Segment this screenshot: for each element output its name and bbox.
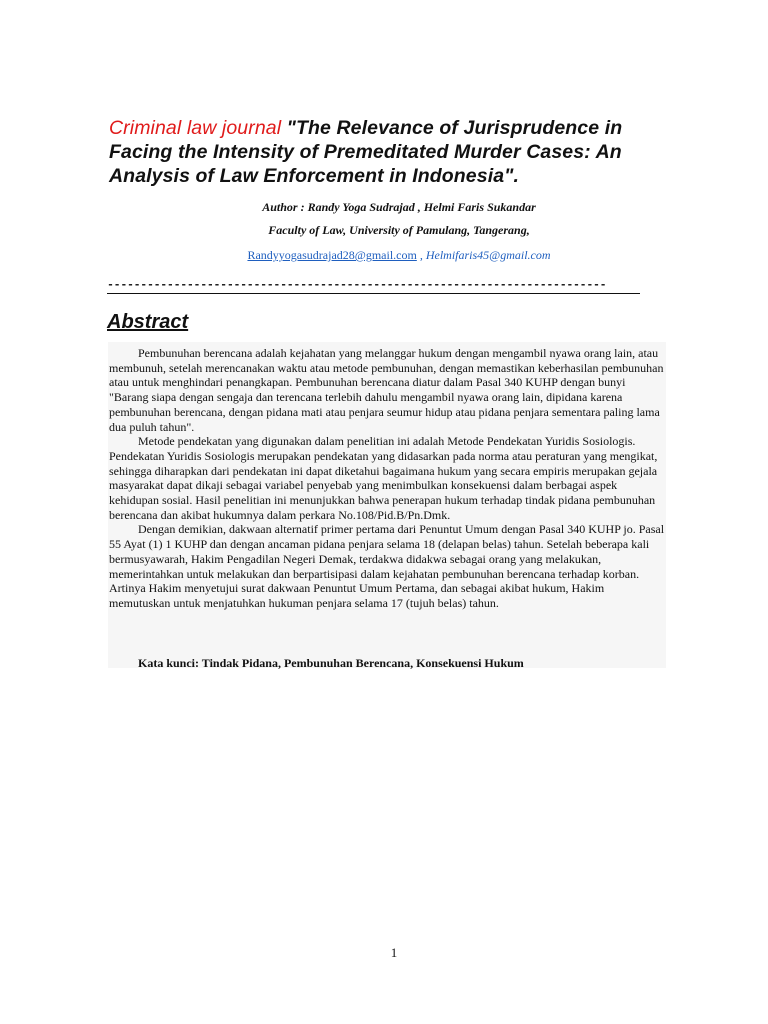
abstract-body xyxy=(109,346,665,611)
faculty-line: Faculty of Law, University of Pamulang, Tangerang, xyxy=(268,223,530,237)
horizontal-rule xyxy=(107,293,640,294)
paper-title-text: "The Relevance of Jurisprudence in Facing the Intensity of Premeditated Murder Cases: An Analysis of Law Enforcement in Indonesia". xyxy=(109,117,623,187)
paper-title xyxy=(109,116,689,188)
email-link-1[interactable]: Randyyogasudrajad28@gmail.com xyxy=(247,248,417,262)
author-line: Author : Randy Yoga Sudrajad , Helmi Faris Sukandar xyxy=(262,200,536,214)
email-link-2[interactable]: Helmifaris45@gmail.com xyxy=(425,248,551,262)
abstract-paragraph: Pembunuhan berencana adalah kejahatan yang melanggar hukum dengan mengambil nyawa orang lain, atau membunuh, setelah merencanakan waktu atau metode pembunuhan, dengan memastikan keberhasilan pembunuhan atau untuk menghindari penangkapan. Pembunuhan berencana diatur dalam Pasal 340 KUHP dengan bunyi "Barang siapa dengan sengaja dan terencana terlebih dahulu mengambil nyawa orang lain, dipidana karena pembunuhan berencana, dengan pidana mati atau penjara seumur hidup atau pidana penjara sementara paling lama dua puluh tahun". xyxy=(109,346,664,434)
email-separator: , xyxy=(416,248,426,262)
abstract-heading: Abstract xyxy=(107,311,189,333)
abstract-paragraph: Dengan demikian, dakwaan alternatif primer pertama dari Penuntut Umum dengan Pasal 340 KUHP jo. Pasal 55 Ayat (1) 1 KUHP dan dengan ancaman pidana penjara selama 18 (delapan belas) tahun. Setelah beberapa kali bermusyawarah, Hakim Pengadilan Negeri Demak, terdakwa didakwa sebagai orang yang melakukan, memerintahkan untuk melakukan dan berpartisipasi dalam kejahatan pembunuhan berencana terhadap korban. Artinya Hakim menyetujui surat dakwaan Penuntut Umum Pertama, dan sebagai akibat hukum, Hakim memutuskan untuk menjatuhkan hukuman penjara selama 17 (tujuh belas) tahun. xyxy=(109,522,665,610)
keywords: Kata kunci: Tindak Pidana, Pembunuhan Berencana, Konsekuensi Hukum xyxy=(138,656,524,670)
page-number: 1 xyxy=(390,945,398,960)
email-line xyxy=(109,247,689,263)
journal-name: Criminal law journal xyxy=(109,117,282,139)
abstract-paragraph: Metode pendekatan yang digunakan dalam penelitian ini adalah Metode Pendekatan Yuridis Sosiologis. Pendekatan Yuridis Sosiologis merupakan pendekatan yang didasarkan pada norma atau peraturan yang mengikat, sehingga diharapkan dari pendekatan ini dapat diketahui bagaimana hukum yang secara empiris merupakan gejala masyarakat dapat dikaji sebagai variabel penyebab yang menimbulkan konsekuensi dalam berbagai aspek kehidupan sosial. Hasil penelitian ini menunjukkan bahwa penerapan hukum terhadap tindak pidana pembunuhan berencana dan akibat hukumnya dalam perkara No.108/Pid.B/Pn.Dmk. xyxy=(109,434,658,522)
dashed-separator: --------------------------------------------------------------------------- xyxy=(107,280,607,292)
